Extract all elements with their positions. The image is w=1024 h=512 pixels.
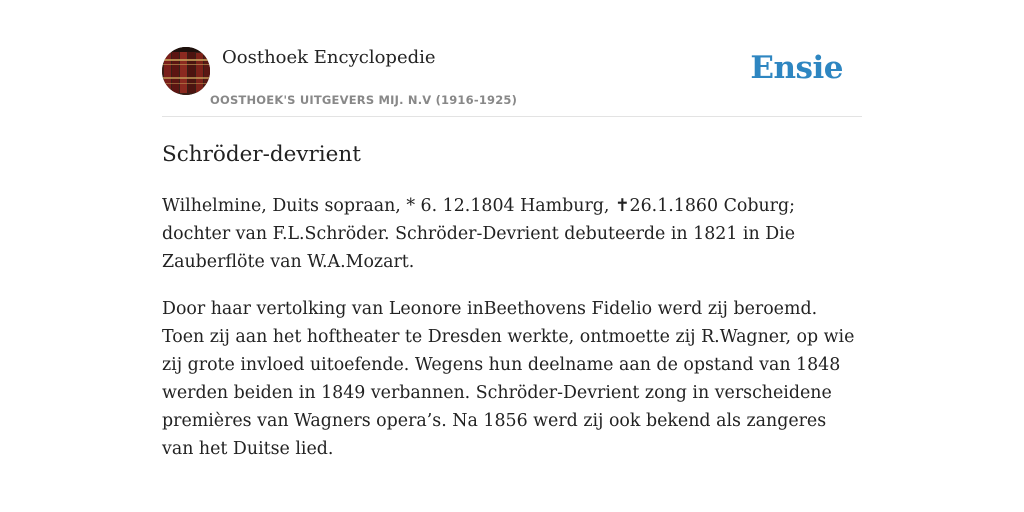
avatar[interactable] xyxy=(162,47,210,95)
source-name[interactable]: Oosthoek Encyclopedie xyxy=(222,47,436,68)
article-paragraph: Door haar vertolking van Leonore inBeethovens Fidelio werd zij beroemd. Toen zij aan het hoftheater te Dresden werkte, ontmoette zij R.Wagner, op wie zij grote invloed uitoefende. Wegens hun deelname aan de opstand van 1848 werden beiden in 1849 verbannen. Schröder-Devrient zong in verscheidene premières van Wagners opera’s. Na 1856 werd zij ook bekend als zangeres van het Duitse lied. xyxy=(162,299,855,459)
article-paragraph: Wilhelmine, Duits sopraan, * 6. 12.1804 Hamburg, ✝26.1.1860 Coburg; dochter van F.L.Schröder. Schröder-Devrient debuteerde in 1821 in Die Zauberflöte van W.A.Mozart. xyxy=(162,196,796,272)
page-title: Schröder-devrient xyxy=(162,142,361,167)
brand-logo[interactable]: Ensie xyxy=(750,50,843,86)
article-body xyxy=(162,192,862,482)
publisher-label: OOSTHOEK'S UITGEVERS MIJ. N.V (1916-1925) xyxy=(210,93,518,107)
book-spines-icon xyxy=(162,47,210,95)
source-header xyxy=(162,46,862,117)
